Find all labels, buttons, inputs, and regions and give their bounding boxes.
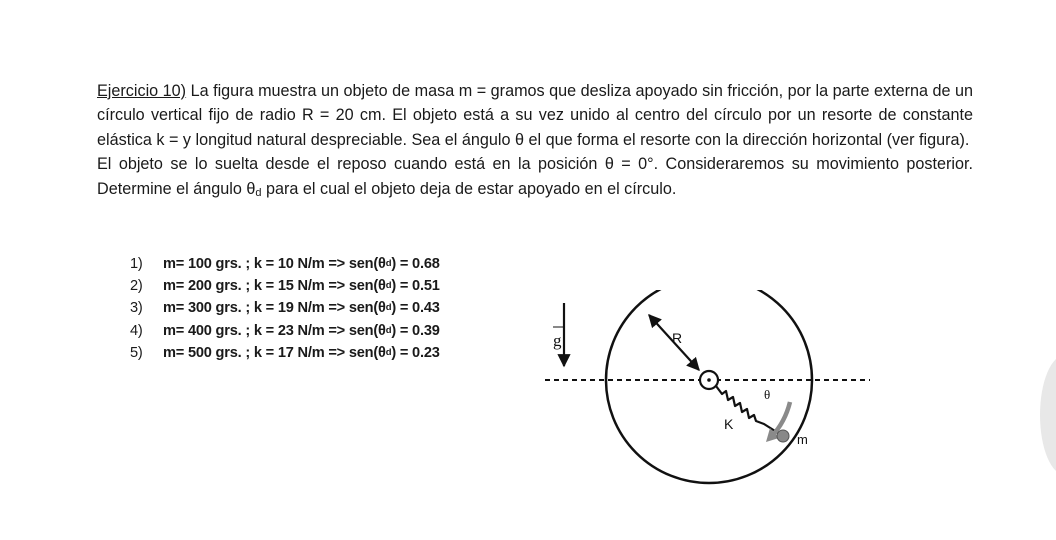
problem-statement [97, 79, 973, 205]
paragraph-2 [97, 152, 973, 205]
page-edge-shadow [1040, 355, 1056, 475]
option-result: ) = 0.43 [391, 300, 440, 317]
option-subscript: d [385, 302, 392, 314]
paragraph-2-end: para el cual el objeto deja de estar apoyado en el círculo. [261, 179, 677, 198]
option-row [130, 253, 440, 275]
spring-label: K [724, 416, 734, 432]
paragraph-2-text: El objeto se lo suelta desde el reposo cuando está en la posición θ = 0°. Consideraremos su movimiento posterior. Determine el ángulo θ [97, 155, 973, 198]
option-number: 4) [130, 322, 143, 339]
center-dot [707, 378, 711, 382]
answer-options [130, 253, 440, 364]
option-row [130, 320, 440, 342]
option-result: ) = 0.39 [391, 322, 440, 339]
option-result: ) = 0.51 [391, 278, 440, 295]
option-row [130, 275, 440, 297]
physics-diagram [530, 290, 875, 500]
option-subscript: d [385, 280, 392, 292]
mass-object [777, 430, 789, 442]
option-result: ) = 0.23 [391, 344, 440, 361]
option-text: m= 300 grs. ; k = 19 N/m => sen(θ [163, 300, 386, 317]
theta-d-subscript: d [255, 186, 262, 199]
option-text: m= 400 grs. ; k = 23 N/m => sen(θ [163, 322, 386, 339]
option-number: 5) [130, 344, 143, 361]
option-row [130, 297, 440, 319]
option-text: m= 200 grs. ; k = 15 N/m => sen(θ [163, 278, 386, 295]
paragraph-1 [97, 79, 973, 152]
radius-label: R [672, 330, 683, 346]
mass-label: m [797, 432, 808, 447]
angle-label: θ [764, 387, 771, 402]
option-number: 2) [130, 278, 143, 295]
option-subscript: d [385, 258, 392, 269]
option-text: m= 500 grs. ; k = 17 N/m => sen(θ [163, 344, 386, 361]
option-number: 3) [130, 300, 143, 317]
option-subscript: d [385, 346, 392, 358]
option-result: ) = 0.68 [391, 256, 440, 272]
paragraph-1-text: La figura muestra un objeto de masa m = gramos que desliza apoyado sin fricción, por la parte externa de un círculo vertical fijo de radio R = 20 cm. El objeto está a su vez unido al centro del círculo por un resorte de constante elástica k = y longitud natural despreciable. Sea el ángulo θ el que forma el resorte con la dirección horizontal (ver figura). [97, 82, 973, 149]
gravity-label: g [553, 331, 562, 350]
option-subscript: d [385, 324, 392, 336]
exercise-title: Ejercicio 10) [97, 82, 187, 100]
option-row [130, 342, 440, 364]
option-number: 1) [130, 256, 143, 272]
option-text: m= 100 grs. ; k = 10 N/m => sen(θ [163, 256, 386, 272]
